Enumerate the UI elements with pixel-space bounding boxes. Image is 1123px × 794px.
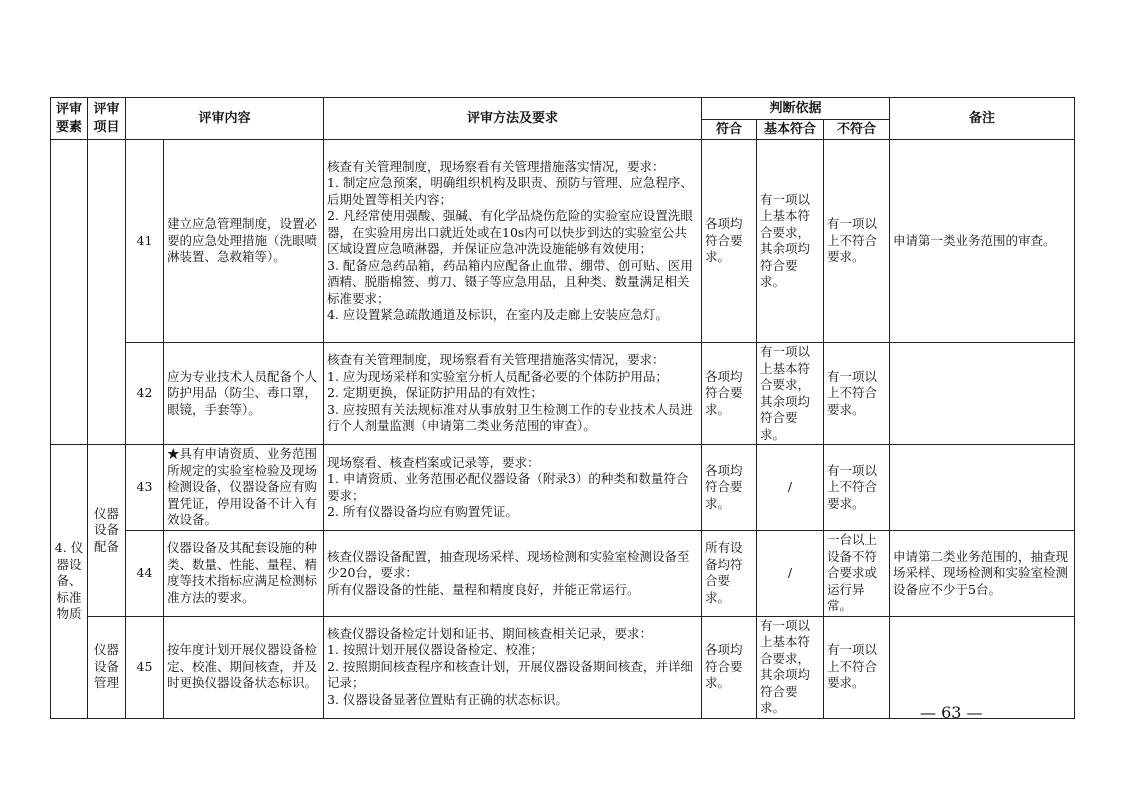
element-cell: 4. 仪器设备、标准物质 <box>51 445 88 719</box>
header-remark: 备注 <box>890 98 1075 140</box>
table-row <box>51 531 1075 617</box>
nonconform-cell: 有一项以上不符合要求。 <box>824 140 890 343</box>
conform-cell: 所有设备均符合要求。 <box>702 531 757 617</box>
review-content: 应为专业技术人员配备个人防护用品（防尘、毒口罩，眼镜，手套等）。 <box>164 343 324 445</box>
row-number: 43 <box>126 445 164 531</box>
row-number: 41 <box>126 140 164 343</box>
header-conform: 符合 <box>702 120 757 140</box>
nonconform-cell: 一台以上设备不符合要求或运行异常。 <box>824 531 890 617</box>
remark-cell <box>890 445 1075 531</box>
item-cell: 仪器设备配备 <box>88 445 126 617</box>
nonconform-cell: 有一项以上不符合要求。 <box>824 343 890 445</box>
row-number: 45 <box>126 616 164 718</box>
header-element: 评审要素 <box>51 98 88 140</box>
header-nonconform: 不符合 <box>824 120 890 140</box>
basic-conform-cell: / <box>757 531 824 617</box>
header-basis: 判断依据 <box>702 98 890 120</box>
header-method: 评审方法及要求 <box>324 98 702 140</box>
conform-cell: 各项均符合要求。 <box>702 445 757 531</box>
conform-cell: 各项均符合要求。 <box>702 616 757 718</box>
remark-cell <box>890 343 1075 445</box>
page-number: — 63 — <box>920 703 983 722</box>
review-table <box>50 97 1075 719</box>
basic-conform-cell: 有一项以上基本符合要求，其余项均符合要求。 <box>757 616 824 718</box>
review-content: ★具有申请资质、业务范围所规定的实验室检验及现场检测设备，仪器设备应有购置凭证，停用设备不计入有效设备。 <box>164 445 324 531</box>
header-item: 评审项目 <box>88 98 126 140</box>
basic-conform-cell: 有一项以上基本符合要求，其余项均符合要求。 <box>757 343 824 445</box>
basic-conform-cell: 有一项以上基本符合要求，其余项均符合要求。 <box>757 140 824 343</box>
item-cell: 仪器设备管理 <box>88 616 126 718</box>
nonconform-cell: 有一项以上不符合要求。 <box>824 445 890 531</box>
table-row <box>51 343 1075 445</box>
nonconform-cell: 有一项以上不符合要求。 <box>824 616 890 718</box>
review-method: 核查仪器设备检定计划和证书、期间核查相关记录，要求： 1. 按照计划开展仪器设备检定、校准； 2. 按照期间核查程序和核查计划，开展仪器设备期间核查，并详细记录； 3. 仪器设备显著位置贴有正确的状态标识。 <box>324 616 702 718</box>
review-method: 核查有关管理制度，现场察看有关管理措施落实情况，要求： 1. 制定应急预案，明确组织机构及职责、预防与管理、应急程序、后期处置等相关内容； 2. 凡经常使用强酸、强碱、有化学品烧伤危险的实验室应设置洗眼器，在实验用房出口就近处或在10s内可以快步到达的实验室公共区域设置应急喷淋器，并保证应急冲洗设施能够有效使用； 3. 配备应急药品箱，药品箱内应配备止血带、绷带、创可贴、医用酒精、脱脂棉签、剪刀、镊子等应急用品，且种类、数量满足相关标准要求； 4. 应设置紧急疏散通道及标识，在室内及走廊上安装应急灯。 <box>324 140 702 343</box>
review-method: 现场察看、核查档案或记录等，要求： 1. 申请资质、业务范围必配仪器设备（附录3）的种类和数量符合要求； 2. 所有仪器设备均应有购置凭证。 <box>324 445 702 531</box>
header-content: 评审内容 <box>126 98 324 140</box>
header-basic-conform: 基本符合 <box>757 120 824 140</box>
review-content: 仪器设备及其配套设施的种类、数量、性能、量程、精度等技术指标应满足检测标准方法的要求。 <box>164 531 324 617</box>
remark-cell: 申请第二类业务范围的，抽查现场采样、现场检测和实验室检测设备应不少于5台。 <box>890 531 1075 617</box>
review-content: 建立应急管理制度，设置必要的应急处理措施（洗眼喷淋装置、急救箱等）。 <box>164 140 324 343</box>
review-method: 核查有关管理制度，现场察看有关管理措施落实情况，要求： 1. 应为现场采样和实验室分析人员配备必要的个体防护用品； 2. 定期更换，保证防护用品的有效性； 3. 应按照有关法规标准对从事放射卫生检测工作的专业技术人员进行个人剂量监测（申请第二类业务范围的审查）。 <box>324 343 702 445</box>
row-number: 42 <box>126 343 164 445</box>
conform-cell: 各项均符合要求。 <box>702 140 757 343</box>
item-cell-empty <box>88 140 126 445</box>
element-cell-empty <box>51 140 88 445</box>
remark-cell: 申请第一类业务范围的审查。 <box>890 140 1075 343</box>
review-method: 核查仪器设备配置，抽查现场采样、现场检测和实验室检测设备至少20台，要求： 所有仪器设备的性能、量程和精度良好，并能正常运行。 <box>324 531 702 617</box>
basic-conform-cell: / <box>757 445 824 531</box>
conform-cell: 各项均符合要求。 <box>702 343 757 445</box>
row-number: 44 <box>126 531 164 617</box>
table-row <box>51 445 1075 531</box>
table-row <box>51 140 1075 343</box>
review-content: 按年度计划开展仪器设备检定、校准、期间核查，并及时更换仪器设备状态标识。 <box>164 616 324 718</box>
